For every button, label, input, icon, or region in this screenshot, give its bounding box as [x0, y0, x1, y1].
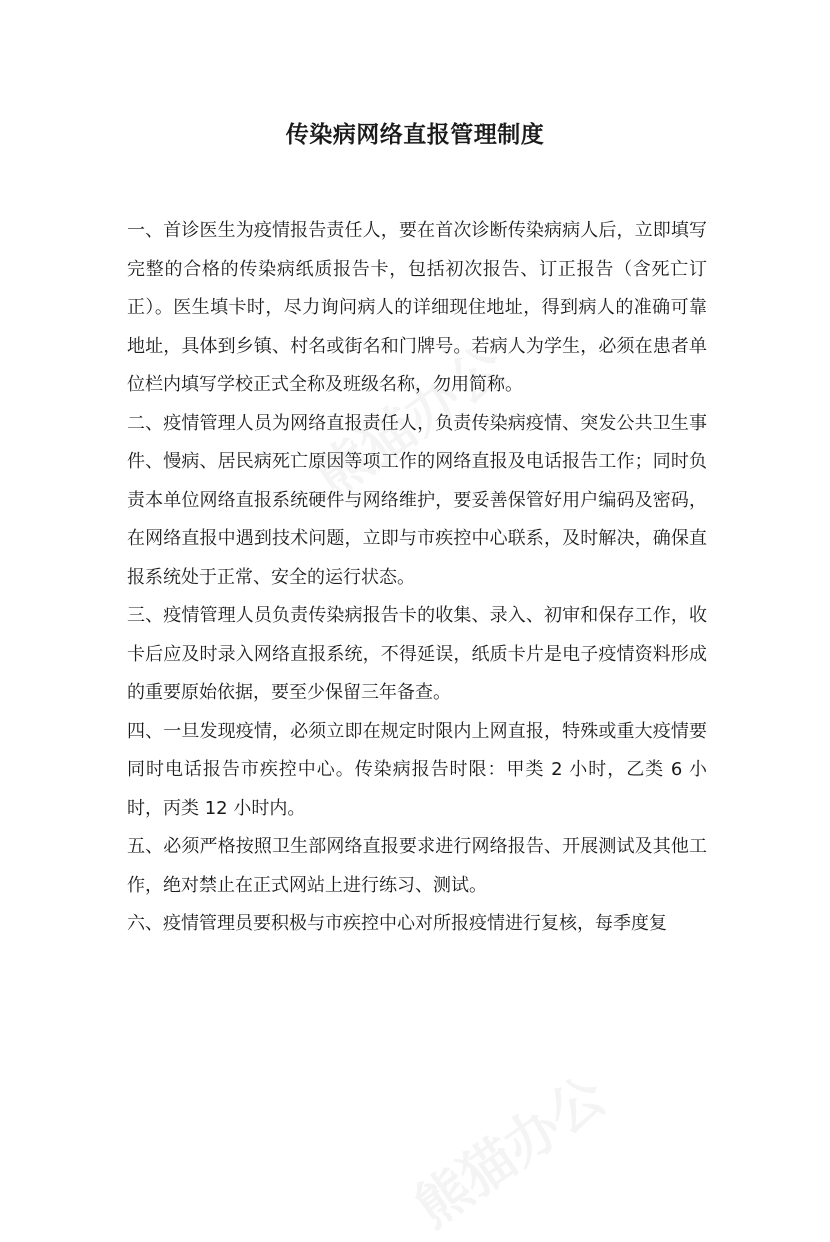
paragraph-1: 一、首诊医生为疫情报告责任人，要在首次诊断传染病病人后，立即填写完整的合格的传染病纸质报告卡，包括初次报告、订正报告（含死亡订正）。医生填卡时，尽力询问病人的详细现住地址，得到病人的准确可靠地址，具体到乡镇、村名或街名和门牌号。若病人为学生，必须在患者单位栏内填写学校正式全称及班级名称，勿用简称。: [127, 220, 707, 395]
paragraph-4: 四、一旦发现疫情，必须立即在规定时限内上网直报，特殊或重大疫情要同时电话报告市疾控中心。传染病报告时限：甲类 2 小时，乙类 6 小时，丙类 12 小时内。: [127, 720, 707, 819]
paragraph-2: 二、疫情管理人员为网络直报责任人，负责传染病疫情、突发公共卫生事件、慢病、居民病死亡原因等项工作的网络直报及电话报告工作；同时负责本单位网络直报系统硬件与网络维护，要妥善保管好用户编码及密码，在网络直报中遇到技术问题，立即与市疾控中心联系，及时解决，确保直报系统处于正常、安全的运行状态。: [127, 412, 707, 588]
document-body: [127, 212, 707, 944]
document-title: 传染病网络直报管理制度: [285, 122, 545, 148]
paragraph-5: 五、必须严格按照卫生部网络直报要求进行网络报告、开展测试及其他工作，绝对禁止在正式网站上进行练习、测试。: [127, 836, 707, 896]
paragraph-3: 三、疫情管理人员负责传染病报告卡的收集、录入、初审和保存工作，收卡后应及时录入网络直报系统，不得延误，纸质卡片是电子疫情资料形成的重要原始依据，要至少保留三年备查。: [127, 605, 707, 703]
paragraph-6: 六、疫情管理员要积极与市疾控中心对所报疫情进行复核，每季度复: [127, 913, 667, 934]
watermark: [397, 1055, 618, 1242]
